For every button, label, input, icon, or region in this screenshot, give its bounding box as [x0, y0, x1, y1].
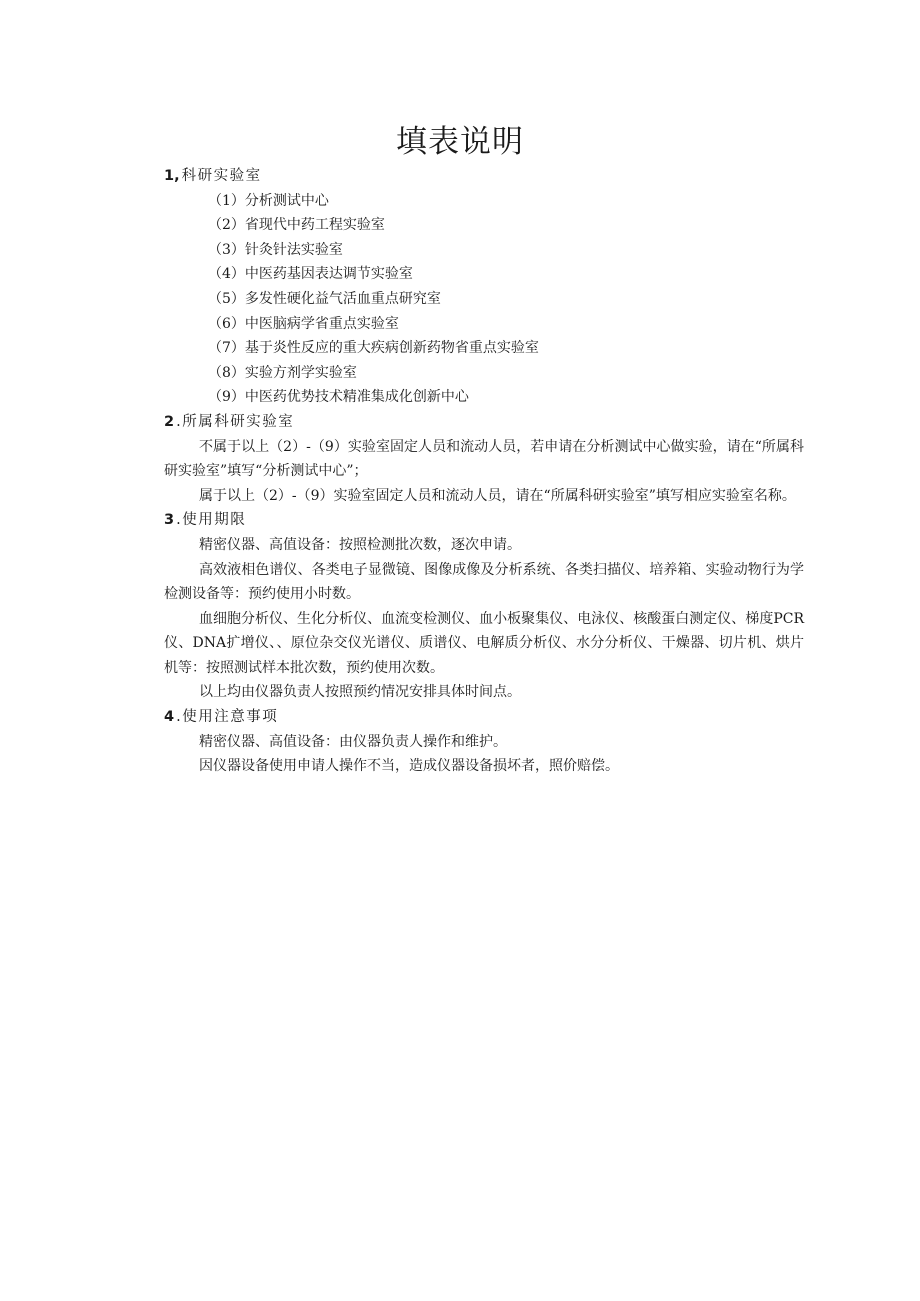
paragraph: 不属于以上（2）-（9）实验室固定人员和流动人员，若申请在分析测试中心做实验，请在“所属科研实验室”填写“分析测试中心”；	[164, 438, 804, 480]
section-affiliated-lab	[164, 410, 804, 508]
list-item: （8）实验方剂学实验室	[208, 364, 357, 381]
list-item: （4）中医药基因表达调节实验室	[208, 266, 413, 283]
list-item: （5）多发性硬化益气活血重点研究室	[208, 290, 441, 307]
paragraph: 以上均由仪器负责人按照预约情况安排具体时间点。	[199, 684, 521, 701]
section-number: 1,	[164, 168, 180, 184]
list-item: （9）中医药优势技术精准集成化创新中心	[208, 389, 469, 406]
section-title: 科研实验室	[181, 168, 262, 184]
list-item: （1）分析测试中心	[208, 192, 329, 209]
section-heading	[164, 508, 804, 533]
section-heading	[164, 705, 804, 730]
list-item: （3）针灸针法实验室	[208, 241, 343, 258]
section-title: .使用期限	[176, 512, 247, 529]
paragraph: 高效液相色谱仪、各类电子显微镜、图像成像及分析系统、各类扫描仪、培养箱、实验动物行为学检测设备等：预约使用小时数。	[164, 561, 804, 603]
section-usage-period	[164, 508, 804, 705]
paragraph: 精密仪器、高值设备：由仪器负责人操作和维护。	[199, 733, 507, 750]
list-item: （7）基于炎性反应的重大疾病创新药物省重点实验室	[208, 340, 539, 357]
section-heading	[164, 410, 804, 435]
list-item: （2）省现代中药工程实验室	[208, 217, 385, 234]
section-number: 2	[164, 413, 175, 430]
section-title: .所属科研实验室	[176, 413, 295, 430]
paragraph: 精密仪器、高值设备：按照检测批次数，逐次申请。	[199, 536, 521, 553]
page-title: 填表说明	[396, 124, 524, 160]
section-usage-notes	[164, 705, 804, 779]
paragraph: 血细胞分析仪、生化分析仪、血流变检测仪、血小板聚集仪、电泳仪、核酸蛋白测定仪、梯度PCR仪、DNA扩增仪、、原位杂交仪光谱仪、质谱仪、电解质分析仪、水分分析仪、干燥器、切片机、烘片机等：按照测试样本批次数，预约使用次数。	[164, 610, 804, 676]
section-heading	[164, 164, 804, 189]
section-title: .使用注意事项	[176, 709, 279, 726]
paragraph: 属于以上（2）-（9）实验室固定人员和流动人员，请在“所属科研实验室”填写相应实验室名称。	[199, 487, 796, 504]
section-research-labs	[164, 164, 804, 410]
section-number: 3	[164, 512, 175, 529]
document-body	[164, 164, 804, 779]
paragraph: 因仪器设备使用申请人操作不当，造成仪器设备损坏者，照价赔偿。	[199, 758, 619, 775]
section-number: 4	[164, 709, 175, 726]
list-item: （6）中医脑病学省重点实验室	[208, 315, 399, 332]
